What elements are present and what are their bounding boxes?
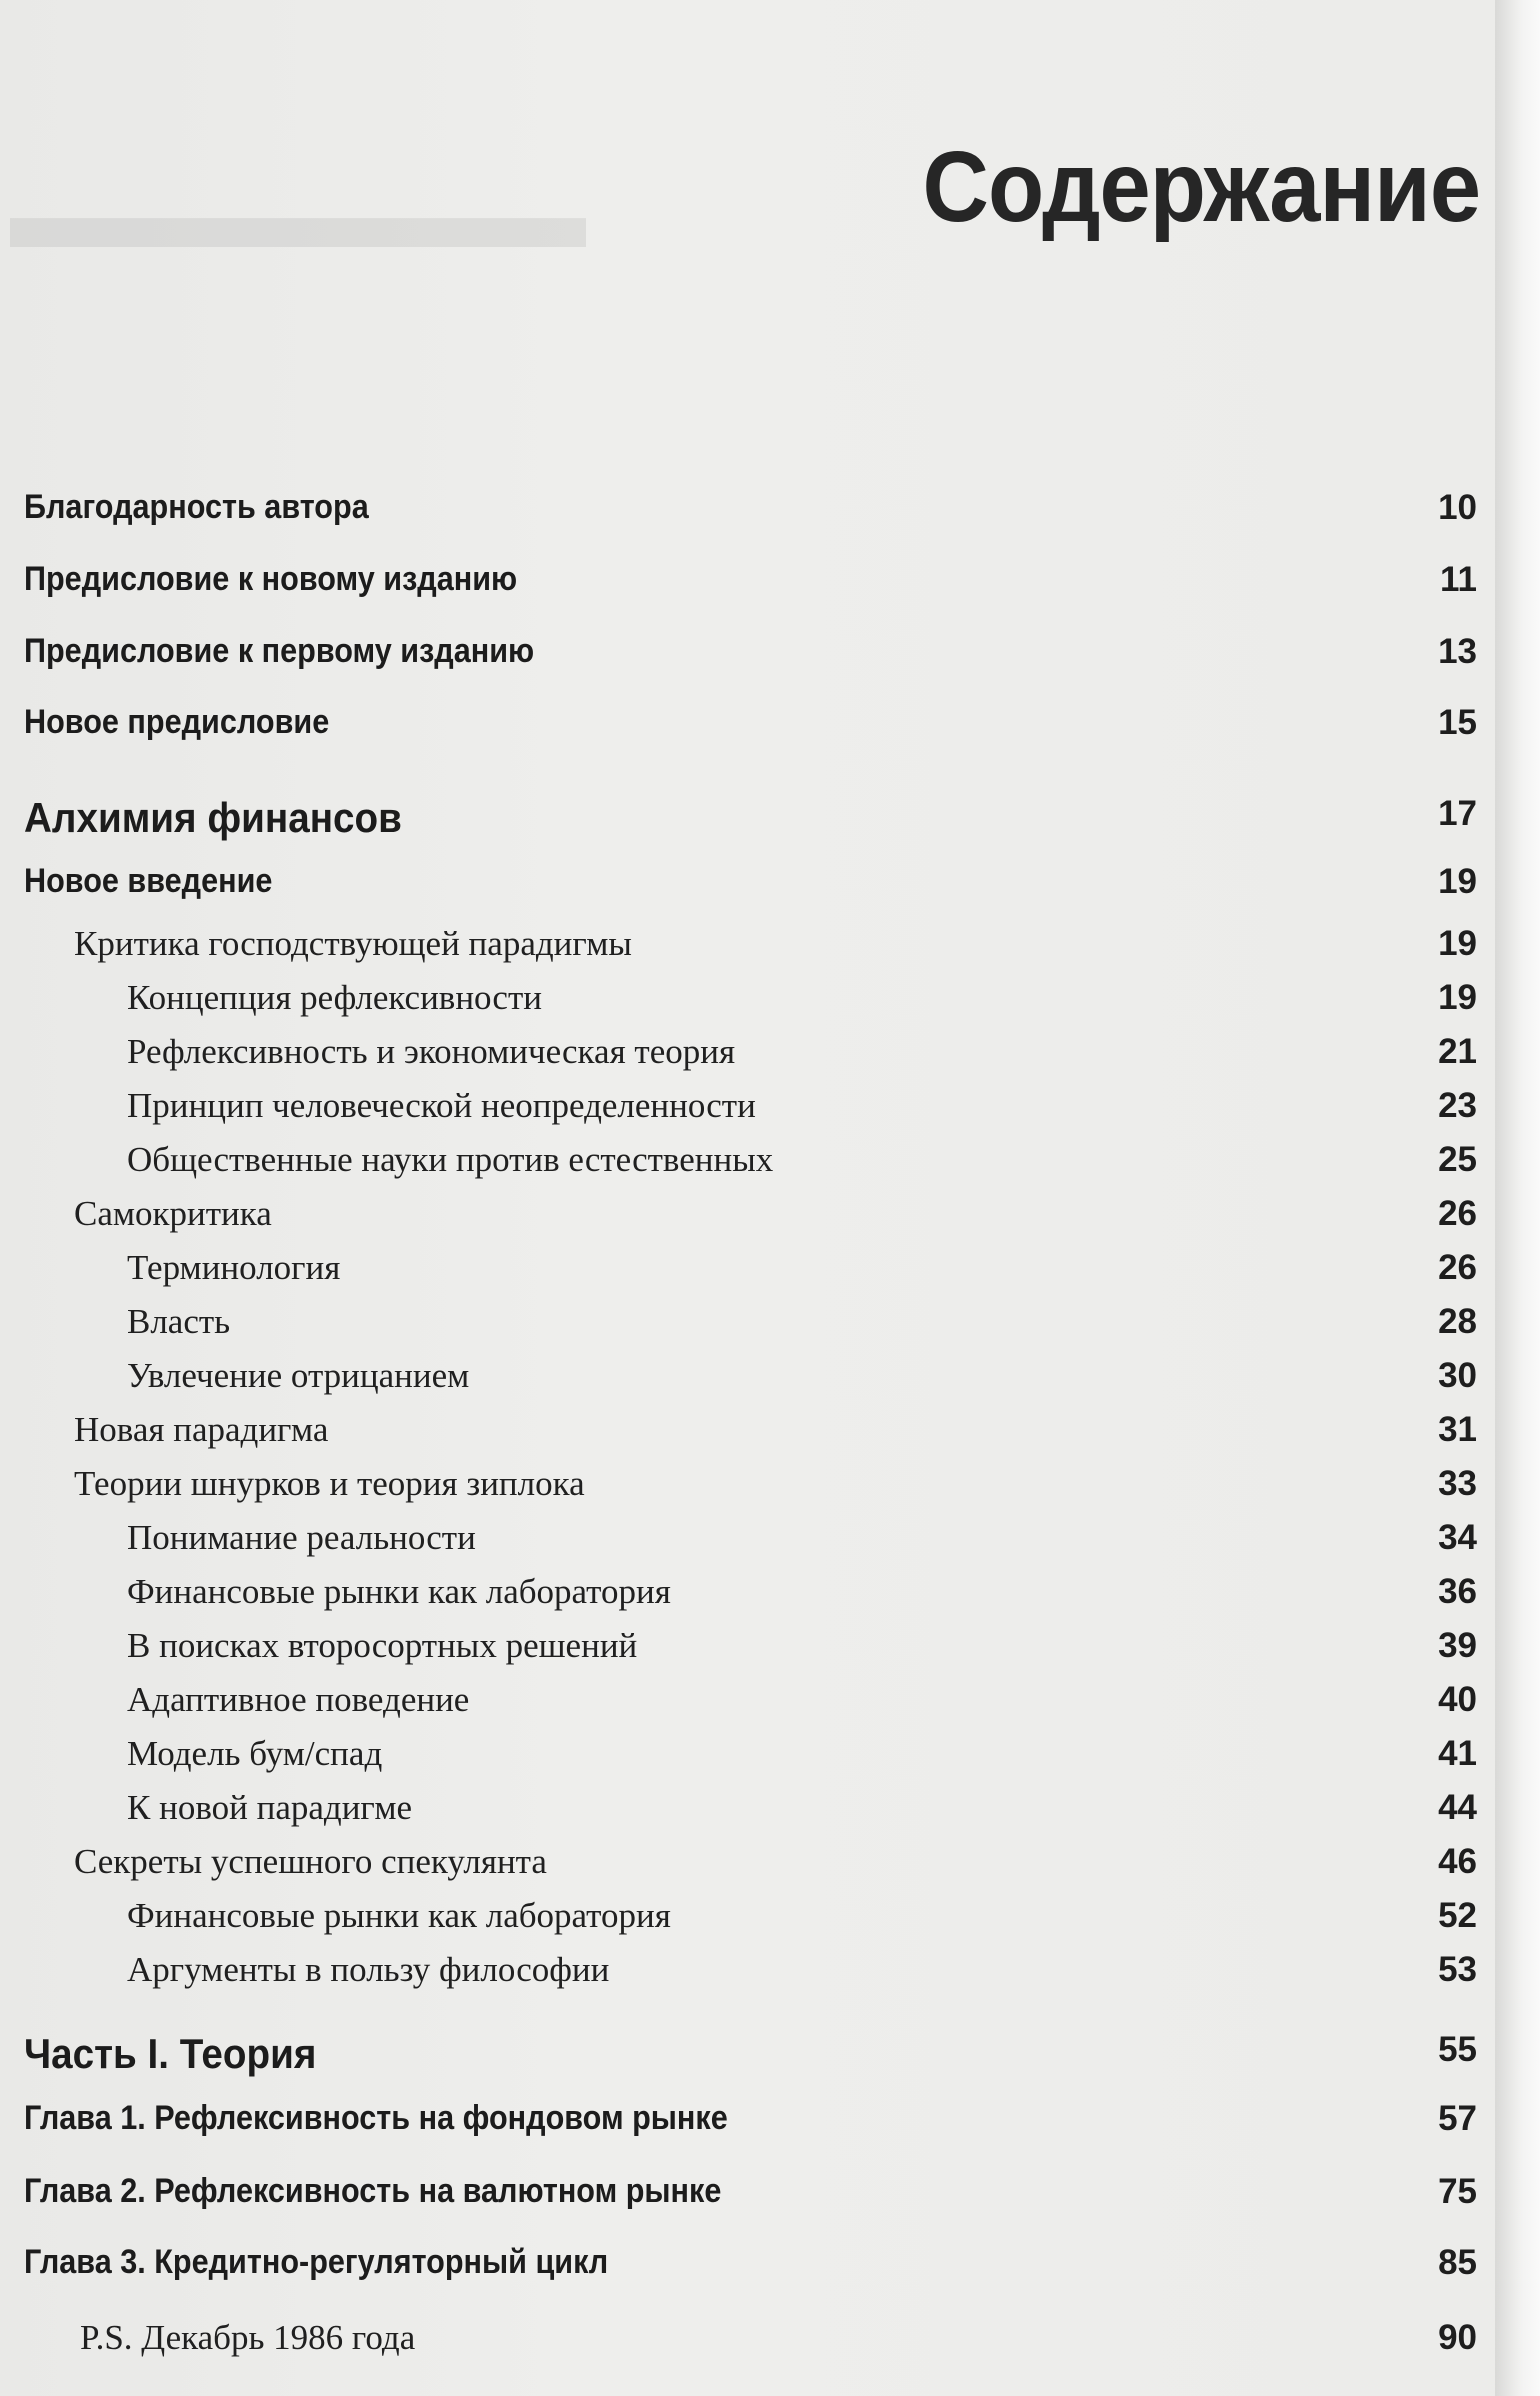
- toc-section-heading[interactable]: [0, 794, 1495, 848]
- toc-entry[interactable]: [0, 1140, 1495, 1194]
- toc-entry-label: Терминология: [127, 1248, 341, 1287]
- toc-entry-label: Новое предисловие: [24, 703, 330, 741]
- toc-page-number: 40: [1438, 1680, 1477, 1719]
- toc-page-number: 53: [1438, 1950, 1477, 1989]
- toc-entry-label: Аргументы в пользу философии: [127, 1950, 610, 1989]
- toc-entry[interactable]: [0, 1032, 1495, 1086]
- toc-entry-label: P.S. Декабрь 1986 года: [80, 2318, 416, 2357]
- toc-page-number: 44: [1438, 1788, 1477, 1827]
- toc-entry-label: Глава 3. Кредитно-регуляторный цикл: [24, 2243, 609, 2281]
- toc-entry-label: Общественные науки против естественных: [127, 1140, 774, 1179]
- toc-section-heading[interactable]: [0, 2030, 1495, 2084]
- toc-entry[interactable]: [0, 862, 1495, 916]
- toc-page-number: 31: [1438, 1410, 1477, 1449]
- toc-page-number: 57: [1438, 2099, 1477, 2138]
- toc-entry-label: Финансовые рынки как лаборатория: [127, 1896, 671, 1935]
- toc-page-number: 39: [1438, 1626, 1477, 1665]
- toc-entry[interactable]: [0, 1842, 1495, 1896]
- toc-entry[interactable]: [0, 1788, 1495, 1842]
- toc-page-number: 26: [1438, 1194, 1477, 1233]
- toc-page-number: 10: [1438, 488, 1477, 527]
- toc-page-number: 19: [1438, 924, 1477, 963]
- toc-entry[interactable]: [0, 1194, 1495, 1248]
- toc-page-number: 90: [1438, 2318, 1477, 2357]
- toc-page-number: 36: [1438, 1572, 1477, 1611]
- toc-entry[interactable]: [0, 978, 1495, 1032]
- toc-entry-label: Концепция рефлексивности: [127, 978, 542, 1017]
- toc-entry-label: Критика господствующей парадигмы: [74, 924, 632, 963]
- toc-page-number: 15: [1438, 703, 1477, 742]
- toc-entry[interactable]: [0, 2099, 1495, 2153]
- toc-page-number: 17: [1438, 794, 1477, 833]
- toc-page-number: 46: [1438, 1842, 1477, 1881]
- toc-entry[interactable]: [0, 1626, 1495, 1680]
- toc-page-number: 85: [1438, 2243, 1477, 2282]
- toc-entry-label: Принцип человеческой неопределенности: [127, 1086, 756, 1125]
- toc-entry[interactable]: [0, 1734, 1495, 1788]
- toc-entry[interactable]: [0, 2172, 1495, 2226]
- toc-entry-label: Благодарность автора: [24, 488, 369, 526]
- toc-entry-label: Рефлексивность и экономическая теория: [127, 1032, 736, 1071]
- toc-page-number: 30: [1438, 1356, 1477, 1395]
- toc-entry[interactable]: [0, 924, 1495, 978]
- toc-entry[interactable]: [0, 488, 1495, 542]
- toc-entry[interactable]: [0, 560, 1495, 614]
- toc-entry[interactable]: [0, 1248, 1495, 1302]
- toc-entry[interactable]: [0, 1302, 1495, 1356]
- toc-entry-label: Модель бум/спад: [127, 1734, 383, 1773]
- toc-entry[interactable]: [0, 1464, 1495, 1518]
- toc-page-number: 75: [1438, 2172, 1477, 2211]
- toc-entry-label: Финансовые рынки как лаборатория: [127, 1572, 671, 1611]
- toc-entry-label: К новой парадигме: [127, 1788, 413, 1827]
- toc-entry[interactable]: [0, 1896, 1495, 1950]
- toc-entry-label: Предисловие к новому изданию: [24, 560, 518, 598]
- toc-page-number: 52: [1438, 1896, 1477, 1935]
- toc-page-number: 19: [1438, 978, 1477, 1017]
- toc-entry[interactable]: [0, 1518, 1495, 1572]
- toc-entry-label: Предисловие к первому изданию: [24, 632, 535, 670]
- toc-entry-label: Адаптивное поведение: [127, 1680, 470, 1719]
- toc-entry[interactable]: [0, 703, 1495, 757]
- toc-entry-label: Алхимия финансов: [24, 794, 402, 841]
- toc-page-number: 25: [1438, 1140, 1477, 1179]
- show-through-title-decoration: ▬▬▬▬▬▬: [10, 161, 586, 268]
- page-title: Содержание: [922, 131, 1480, 243]
- toc-entry[interactable]: [0, 2243, 1495, 2297]
- toc-page-number: 23: [1438, 1086, 1477, 1125]
- toc-page-number: 55: [1438, 2030, 1477, 2069]
- toc-entry-label: Новая парадигма: [74, 1410, 329, 1449]
- toc-page-number: 33: [1438, 1464, 1477, 1503]
- toc-entry[interactable]: [0, 1086, 1495, 1140]
- toc-page-number: 41: [1438, 1734, 1477, 1773]
- toc-entry[interactable]: [0, 1950, 1495, 2004]
- toc-entry[interactable]: [0, 1410, 1495, 1464]
- toc-entry[interactable]: [0, 1572, 1495, 1626]
- toc-entry-label: Увлечение отрицанием: [127, 1356, 470, 1395]
- toc-page-number: 19: [1438, 862, 1477, 901]
- toc-entry-label: Глава 2. Рефлексивность на валютном рынке: [24, 2172, 722, 2210]
- page-edge: [1495, 0, 1540, 2396]
- toc-page-number: 11: [1440, 560, 1477, 599]
- toc-entry-label: Секреты успешного спекулянта: [74, 1842, 547, 1881]
- toc-entry-label: Понимание реальности: [127, 1518, 476, 1557]
- toc-page-number: 34: [1438, 1518, 1477, 1557]
- toc-entry[interactable]: [0, 2318, 1495, 2372]
- toc-page-number: 13: [1438, 632, 1477, 671]
- toc-page-number: 21: [1438, 1032, 1477, 1071]
- toc-entry-label: Новое введение: [24, 862, 273, 900]
- toc-entry[interactable]: [0, 1680, 1495, 1734]
- toc-entry-label: Глава 1. Рефлексивность на фондовом рынке: [24, 2099, 728, 2137]
- toc-page-number: 28: [1438, 1302, 1477, 1341]
- toc-entry-label: Самокритика: [74, 1194, 272, 1233]
- toc-page-number: 26: [1438, 1248, 1477, 1287]
- toc-entry-label: Власть: [127, 1302, 231, 1341]
- toc-entry-label: Часть I. Теория: [24, 2030, 317, 2077]
- toc-entry[interactable]: [0, 632, 1495, 686]
- toc-entry[interactable]: [0, 1356, 1495, 1410]
- toc-entry-label: В поисках второсортных решений: [127, 1626, 638, 1665]
- toc-entry-label: Теории шнурков и теория зиплока: [74, 1464, 585, 1503]
